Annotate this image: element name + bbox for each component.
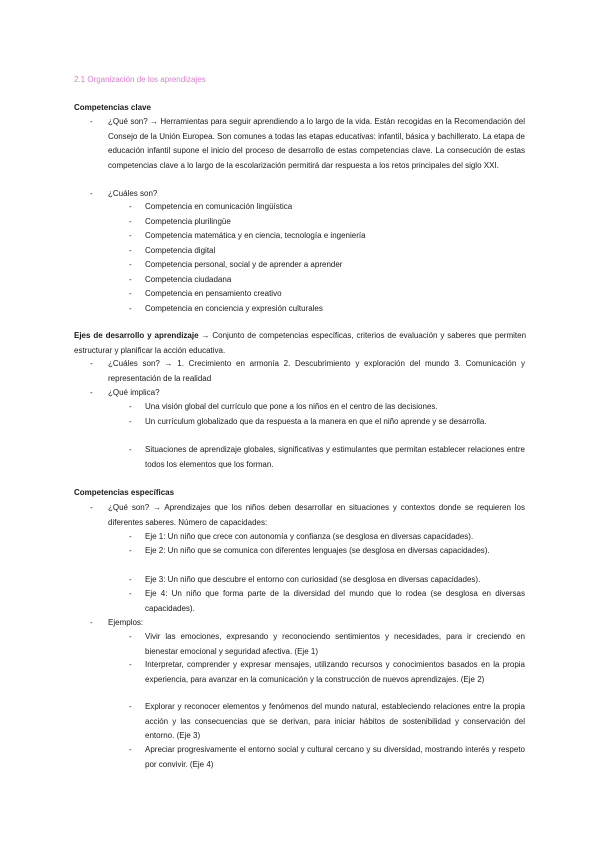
heading-competencias-especificas: Competencias específicas: [74, 488, 175, 497]
ejes-implica-item: Situaciones de aprendizaje globales, significativas y estimulantes que permitan establecer relaciones entre todos los elementos que los forman.: [145, 445, 525, 469]
section-title: 2.1 Organización de los aprendizajes: [74, 75, 206, 84]
eje-item: Eje 2: Un niño que se comunica con diferentes lenguajes (se desglosa en diversas capacidades).: [145, 546, 490, 555]
ejemplo-item: Vivir las emociones, expresando y reconociendo sentimientos y necesidades, para ir creciendo en bienestar emocional y seguridad afectiva. (Eje 1): [145, 632, 525, 656]
especificas-que-son: ¿Qué son? → Aprendizajes que los niños deben desarrollar en situaciones y contextos donde se requieren los diferentes saberes. Número de capacidades:: [108, 503, 525, 527]
eje-item: Eje 3: Un niño que descubre el entorno con curiosidad (se desglosa en diversas capacidades).: [145, 575, 481, 584]
bullet-dash: -: [129, 402, 132, 411]
eje-item: Eje 1: Un niño que crece con autonomía y confianza (se desglosa en diversas capacidades).: [145, 532, 474, 541]
ejes-intro: → Conjunto de competencias específicas, criterios de evaluación y saberes que permiten estructurar y planificar la acción educativa.: [74, 331, 527, 355]
bullet-dash: -: [90, 618, 93, 627]
bullet-dash: -: [129, 274, 132, 284]
competencia-item: Competencia digital: [145, 245, 216, 255]
bullet-dash: -: [90, 388, 93, 397]
competencias-clave-que-son: ¿Qué son? → Herramientas para seguir aprendiendo a lo largo de la vida. Están recogidas en la Recomendación del Consejo de la Unión Europea. Son comunes a todas las etapas educativas: infantil, básica y bachillerato. La etapa de educación infantil supone el inicio del proceso de desarrollo de estas competencias clave. La consecución de estas competencias clave a lo largo de la escolarización permitirá dar respuesta a los retos principales del siglo XXI.: [108, 117, 525, 170]
eje-item: Eje 4: Un niño que forma parte de la diversidad del mundo que lo rodea (se desglosa en diversas capacidades).: [145, 589, 525, 613]
bullet-dash: -: [129, 632, 132, 641]
ejes-intro-paragraph: [74, 329, 526, 358]
competencia-item: Competencia matemática y en ciencia, tecnología e ingeniería: [145, 231, 366, 240]
bullet-dash: -: [129, 216, 132, 226]
bullet-dash: -: [129, 589, 132, 598]
competencia-item: Competencia plurilingüe: [145, 216, 231, 226]
ejemplo-item: Interpretar, comprender y expresar mensajes, utilizando recursos y conocimientos basados en la propia experiencia, para avanzar en la comunicación y la construcción de nuevos aprendizajes. (Eje 2): [145, 660, 525, 684]
bullet-dash: -: [129, 445, 132, 454]
bullet-dash: -: [129, 289, 132, 298]
bullet-dash: -: [129, 202, 132, 211]
heading-ejes: Ejes de desarrollo y aprendizaje: [74, 331, 199, 340]
ejemplo-item: Apreciar progresivamente el entorno social y cultural cercano y su diversidad, mostrando interés y respeto por convivir. (Eje 4): [145, 745, 525, 769]
competencia-item: Competencia en conciencia y expresión culturales: [145, 303, 323, 313]
ejes-que-implica: ¿Qué implica?: [108, 388, 160, 397]
bullet-dash: -: [129, 303, 132, 313]
competencia-item: Competencia ciudadana: [145, 274, 232, 284]
bullet-dash: -: [129, 702, 132, 711]
bullet-dash: -: [90, 189, 93, 198]
ejes-implica-item: Una visión global del currículo que pone a los niños en el centro de las decisiones.: [145, 402, 438, 411]
bullet-dash: -: [129, 245, 132, 255]
bullet-dash: -: [129, 260, 132, 269]
bullet-dash: -: [90, 503, 93, 512]
bullet-dash: -: [129, 546, 132, 555]
competencia-item: Competencia en pensamiento creativo: [145, 289, 282, 298]
heading-competencias-clave: Competencias clave: [74, 103, 151, 112]
bullet-dash: -: [129, 532, 132, 541]
ejemplo-item: Explorar y reconocer elementos y fenómenos del mundo natural, estableciendo relaciones entre la propia acción y las consecuencias que se derivan, para iniciar hábitos de sostenibilidad y conservación del entorno. (Eje 3): [145, 702, 525, 740]
bullet-dash: -: [129, 745, 132, 754]
bullet-dash: -: [129, 575, 132, 584]
ejemplos-label: Ejemplos:: [108, 618, 144, 627]
bullet-dash: -: [90, 117, 93, 126]
bullet-dash: -: [129, 231, 132, 240]
bullet-dash: -: [129, 417, 132, 426]
ejes-cuales-son: ¿Cuáles son? → 1. Crecimiento en armonía 2. Descubrimiento y exploración del mundo 3. Comunicación y representación de la realidad: [108, 359, 525, 383]
bullet-dash: -: [129, 660, 132, 669]
ejes-implica-item: Un currículum globalizado que da respuesta a la manera en que el niño aprende y se desarrolla.: [145, 417, 487, 426]
competencia-item: Competencia en comunicación lingüística: [145, 202, 293, 211]
competencia-item: Competencia personal, social y de aprender a aprender: [145, 260, 343, 269]
bullet-dash: -: [90, 359, 93, 368]
competencias-clave-cuales-son: ¿Cuáles son?: [108, 189, 158, 198]
